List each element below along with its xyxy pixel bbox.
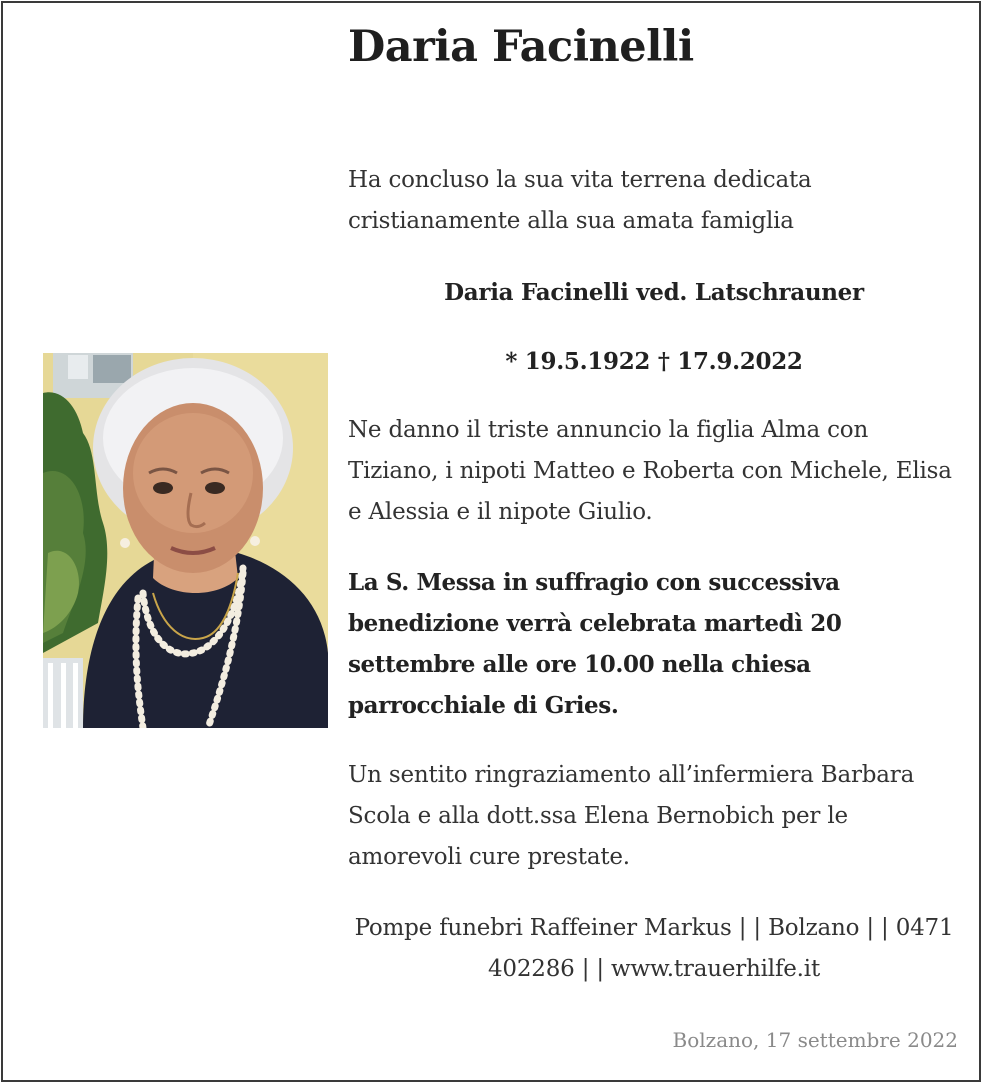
life-dates: * 19.5.1922 † 17.9.2022: [505, 348, 803, 375]
mass-details: La S. Messa in suffragio con successiva benedizione verrà celebrata martedì 20 settembre alle ore 10.00 nella chiesa parrocchiale di Gries.: [348, 569, 842, 719]
portrait-photo: [43, 353, 328, 728]
intro-text: Ha concluso la sua vita terrena dedicata cristianamente alla sua amata famiglia: [348, 167, 812, 234]
family-announcement: Ne danno il triste annuncio la figlia Alma con Tiziano, i nipoti Matteo e Roberta con Michele, Elisa e Alessia e il nipote Giulio.: [348, 417, 952, 525]
deceased-full-name: Daria Facinelli ved. Latschrauner: [444, 279, 864, 306]
thanks-text: Un sentito ringraziamento all’infermiera Barbara Scola e alla dott.ssa Elena Bernobich per le amorevoli cure prestate.: [348, 762, 915, 870]
notice-title: Daria Facinelli: [348, 22, 694, 72]
funeral-home-info: Pompe funebri Raffeiner Markus | | Bolzano | | 0471 402286 | | www.trauerhilfe.it: [354, 915, 954, 982]
place-and-date: Bolzano, 17 settembre 2022: [672, 1028, 958, 1052]
